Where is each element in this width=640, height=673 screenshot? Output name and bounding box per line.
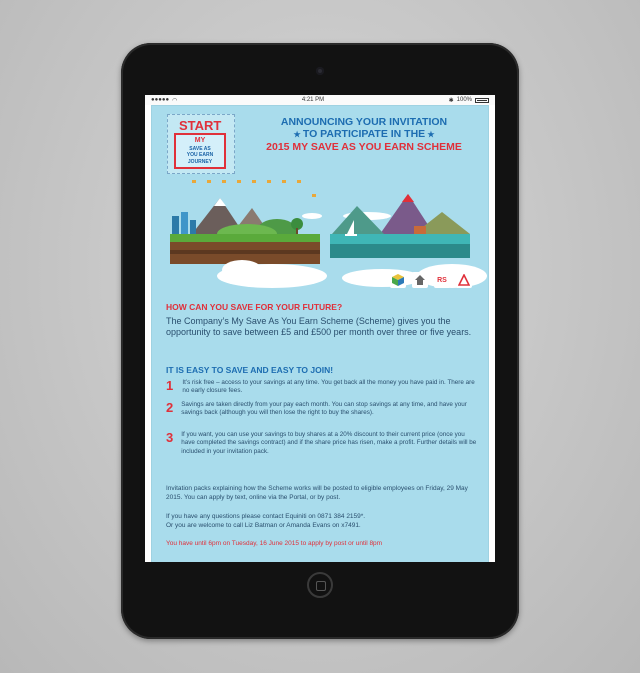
battery-percent: 100% <box>456 97 472 103</box>
point-text: If you want, you can use your savings to buy shares at a 20% discount to their current price (once you have completed the savings contract) and if the share price has risen, make a profit. Further details will be included in your invitation pack. <box>181 431 477 455</box>
ipad-device <box>121 43 519 639</box>
start-title: START <box>179 118 222 133</box>
point-3 <box>166 431 478 456</box>
status-time: 4:21 PM <box>301 97 325 103</box>
headline <box>244 116 484 153</box>
start-line-3: JOURNEY <box>187 159 213 165</box>
start-my: MY <box>194 137 206 144</box>
signal-icon: ●●●●● <box>151 97 170 103</box>
contact-line-2: Or you are welcome to call Liz Batman or Amanda Evans on x7491. <box>166 522 361 529</box>
screen <box>145 95 495 562</box>
bluetooth-icon: ✱ <box>448 97 454 104</box>
logo-triangle <box>456 272 472 288</box>
start-journey-badge <box>167 114 235 174</box>
contact-line-1: If you have any questions please contact Equiniti on 0871 384 2159*. <box>166 513 366 520</box>
start-frame <box>174 133 226 169</box>
status-bar <box>145 95 495 105</box>
partner-logos <box>390 272 472 288</box>
battery-icon <box>475 98 489 103</box>
point-number: 3 <box>166 430 174 445</box>
point-number: 2 <box>166 400 174 415</box>
intro-paragraph: The Company’s My Save As You Earn Scheme (Scheme) gives you the opportunity to save between £5 and £500 per month over three or five years. <box>166 316 472 337</box>
email-page[interactable] <box>151 105 489 562</box>
logo-cube <box>390 272 406 288</box>
logo-rs: RS <box>434 272 450 288</box>
start-line-2: YOU EARN <box>186 152 214 158</box>
star-icon: ★ <box>425 130 435 139</box>
point-1 <box>166 379 478 396</box>
logo-house <box>412 272 428 288</box>
home-button[interactable] <box>307 572 333 598</box>
point-number: 1 <box>166 378 174 393</box>
wifi-icon: ◠ <box>172 97 178 104</box>
invitation-paragraph: Invitation packs explaining how the Scheme works will be posted to eligible employees on Friday, 29 May 2015. You can apply by text, online via the Portal, or by post. <box>166 485 468 501</box>
start-line-1: SAVE AS <box>189 146 211 152</box>
question-heading: HOW CAN YOU SAVE FOR YOUR FUTURE? <box>166 302 343 312</box>
point-2 <box>166 401 478 418</box>
headline-line-3: 2015 MY SAVE AS YOU EARN SCHEME <box>266 141 462 153</box>
star-icon: ★ <box>293 130 303 139</box>
easy-heading: IT IS EASY TO SAVE AND EASY TO JOIN! <box>166 365 334 375</box>
point-text: Savings are taken directly from your pay each month. You can stop savings at any time, and have your savings back (although you will then lose the right to buy the shares). <box>181 401 467 417</box>
deadline-text: You have until 6pm on Tuesday, 16 June 2015 to apply by post or until 8pm <box>166 540 383 547</box>
point-text: It’s risk free – access to your savings at any time. You get back all the money you have paid in. There are no early closure fees. <box>182 379 475 395</box>
headline-line-2: TO PARTICIPATE IN THE <box>302 128 426 140</box>
camera <box>316 67 324 75</box>
headline-line-1: ANNOUNCING YOUR INVITATION <box>280 116 448 128</box>
